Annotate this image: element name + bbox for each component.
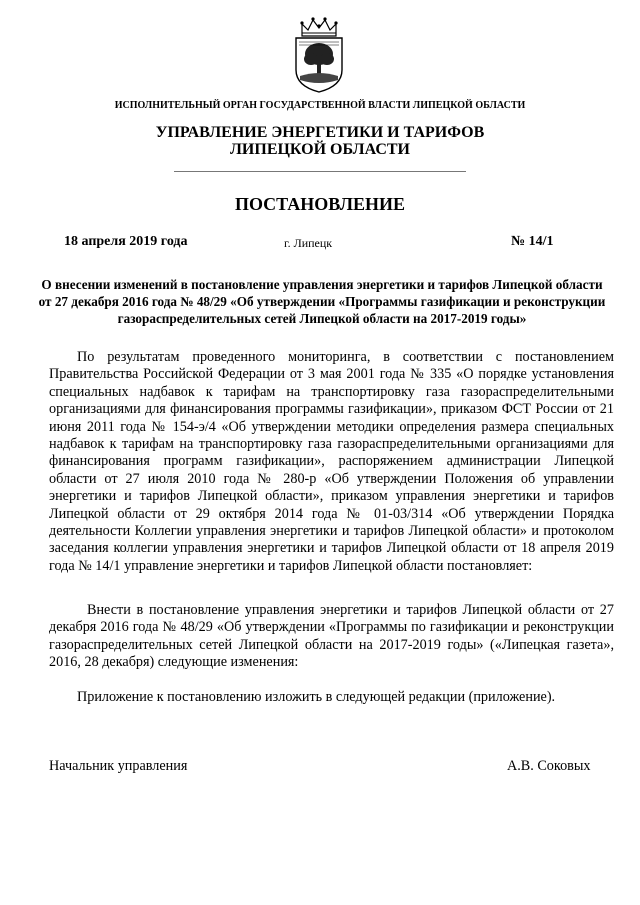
department-heading [0,124,640,158]
body-paragraph-1: По результатам проведенного мониторинга, в соответствии с постановлением Правительства Российской Федерации от 3 мая 2001 года № 335 «О порядке установления специальных надбавок к тарифам на транспортировку газа газораспределительными организациями для финансирования программы газификации», приказом ФСТ России от 21 июня 2011 года № 154-э/4 «Об утверждении методики определения размера специальных надбавок к тарифам на транспортировку газа газораспределительными организациями для финансирования программ газификации», распоряжением администрации Липецкой области от 27 июля 2010 года № 280-р «Об утверждении Положения об управлении энергетики и тарифов Липецкой области», приказом управления энергетики и тарифов Липецкой области от 29 октября 2014 года № 01-03/314 «Об утверждении Порядка деятельности Коллегии управления энергетики и тарифов Липецкой области» и протоколом заседания коллегии управления энергетики и тарифов Липецкой области от 18 апреля 2019 года № 14/1 управление энергетики и тарифов Липецкой области постановляет: [49,349,614,574]
department-line-1: УПРАВЛЕНИЕ ЭНЕРГЕТИКИ И ТАРИФОВ [155,124,485,141]
document-number: № 14/1 [511,234,554,249]
department-line-2: ЛИПЕЦКОЙ ОБЛАСТИ [230,141,410,158]
body-paragraph-2: Внести в постановление управления энергетики и тарифов Липецкой области от 27 декабря 2016 года № 48/29 «Об утверждении «Программы по газификации и реконструкции газораспределительных сетей Липецкой области на 2017-2019 годы» («Липецкая газета», 2016, 28 декабря) следующие изменения: [49,602,614,671]
header-divider [174,171,466,172]
document-date: 18 апреля 2019 года [64,234,188,249]
document-type-title: ПОСТАНОВЛЕНИЕ [234,194,406,214]
signatory-name: А.В. Соковых [507,758,591,774]
document-city: г. Липецк [284,236,333,250]
coat-of-arms-emblem [288,14,350,94]
gov-body-heading: ИСПОЛНИТЕЛЬНЫЙ ОРГАН ГОСУДАРСТВЕННОЙ ВЛАСТИ ЛИПЕЦКОЙ ОБЛАСТИ [114,100,526,111]
signatory-title: Начальник управления [49,758,188,774]
body-paragraph-3: Приложение к постановлению изложить в следующей редакции (приложение). [77,689,556,705]
document-subject: О внесении изменений в постановление управления энергетики и тарифов Липецкой области от 27 декабря 2016 года № 48/29 «Об утверждении «Программы газификации и реконструкции газораспределительных сетей Липецкой области на 2017-2019 годы» [38,277,606,326]
